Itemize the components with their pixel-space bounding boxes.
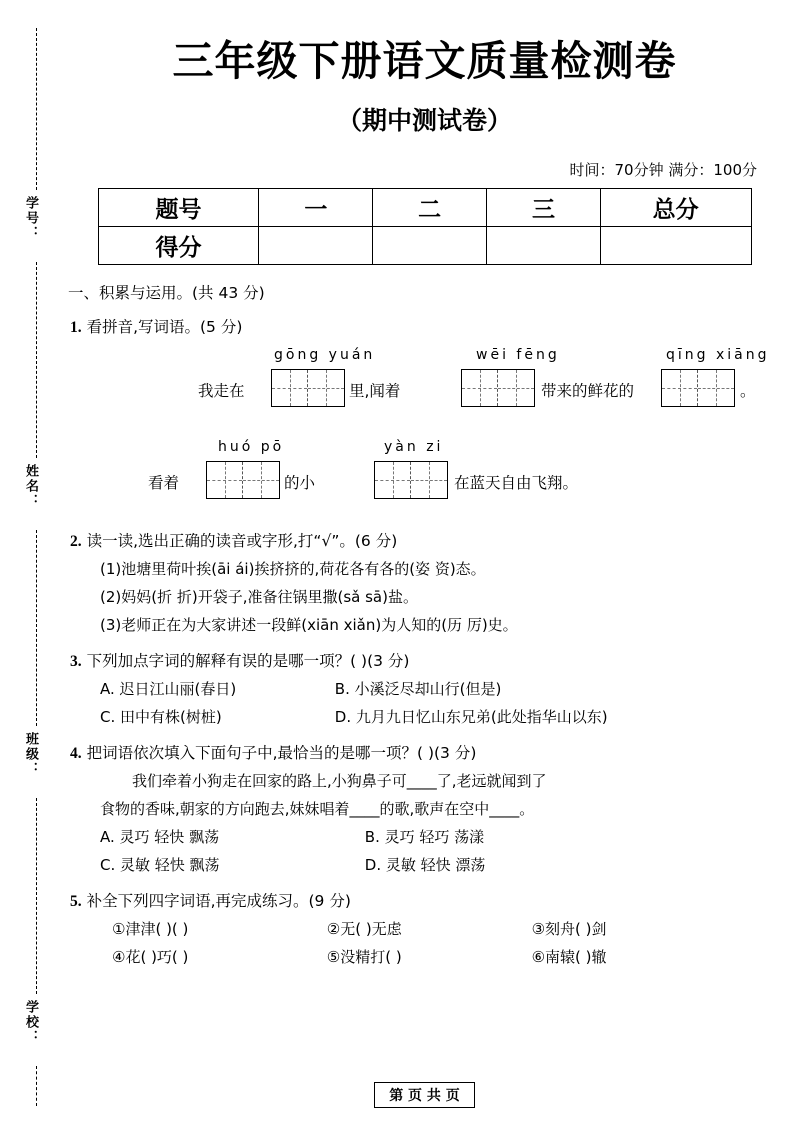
- table-row: [98, 227, 751, 265]
- question-5-row-1: [112, 918, 793, 939]
- question-4-option-a[interactable]: A. 灵巧 轻快 飘荡: [100, 828, 220, 846]
- dashed-line-4: [36, 798, 37, 994]
- dashed-line-1: [36, 28, 37, 190]
- question-1-line-2: [56, 439, 793, 515]
- question-3-option-d[interactable]: D. 九月九日忆山东兄弟(此处指华山以东): [334, 708, 608, 726]
- q1-line1-tail: 带来的鲜花的: [541, 382, 635, 400]
- question-4-number: 4.: [70, 745, 82, 762]
- question-5-number: 5.: [70, 893, 82, 910]
- question-1-number: 1.: [70, 319, 82, 336]
- grid-cell[interactable]: [243, 462, 279, 498]
- question-4-option-b[interactable]: B. 灵巧 轻巧 荡漾: [364, 828, 485, 846]
- pinyin-weifeng: wēi fēng: [476, 347, 560, 363]
- question-3-number: 3.: [70, 653, 82, 670]
- question-4-options-row-2: [100, 854, 793, 875]
- answer-grid-gongyuan[interactable]: [271, 369, 345, 407]
- exam-page: [56, 0, 793, 1122]
- margin-label-name: 姓名：: [24, 464, 39, 509]
- question-3-option-b[interactable]: B. 小溪泛尽却山行(但是): [334, 680, 502, 698]
- dashed-line-2: [36, 262, 37, 458]
- score-cell-1[interactable]: [259, 227, 373, 265]
- question-5-row-2: [112, 946, 793, 967]
- exam-meta: 时间：70分钟 满分：100分: [569, 161, 757, 179]
- question-3-option-a[interactable]: A. 迟日江山丽(春日): [100, 680, 237, 698]
- q1-line2-tail: 在蓝天自由飞翔。: [454, 474, 579, 492]
- question-4-stem-line-2: 食物的香味,朝家的方向跑去,妹妹唱着____的歌,歌声在空中____。: [100, 800, 535, 818]
- grid-cell[interactable]: [698, 370, 734, 406]
- page-subtitle: （期中测试卷）: [336, 106, 512, 135]
- margin-label-class: 班级：: [24, 732, 39, 777]
- question-5-item-5[interactable]: ⑤没精打( ): [326, 948, 402, 966]
- page-footer: [56, 1082, 793, 1108]
- question-5-item-6[interactable]: ⑥南辕( )辙: [531, 948, 607, 966]
- q1-line1-mid: 里,闻着: [349, 382, 401, 400]
- q1-line1-end: 。: [740, 382, 756, 400]
- page-number-label: 第 页 共 页: [374, 1082, 475, 1108]
- score-col-header-1: 一: [259, 189, 373, 227]
- score-cell-3[interactable]: [487, 227, 601, 265]
- question-5-prompt: [70, 889, 793, 911]
- question-1-text: 看拼音,写词语。(5 分): [86, 318, 243, 336]
- question-5-item-3[interactable]: ③刻舟( )剑: [531, 920, 607, 938]
- question-3-option-c[interactable]: C. 田中有株(树桩): [100, 708, 222, 726]
- dashed-line-3: [36, 530, 37, 726]
- q1-line2-lead: 看着: [148, 474, 180, 492]
- answer-grid-huopo[interactable]: [206, 461, 280, 499]
- margin-label-student-id: 学号：: [24, 196, 39, 241]
- question-5-item-2[interactable]: ②无( )无虑: [326, 920, 402, 938]
- answer-grid-weifeng[interactable]: [461, 369, 535, 407]
- dashed-line-5: [36, 1066, 37, 1106]
- question-2-number: 2.: [70, 533, 82, 550]
- grid-cell[interactable]: [375, 462, 411, 498]
- score-table: [98, 188, 752, 265]
- pinyin-yanzi: yàn zi: [384, 439, 444, 455]
- question-2-item-2[interactable]: (2)妈妈(折 折)开袋子,准备往锅里撒(sǎ sā)盐。: [100, 588, 418, 606]
- question-3-text: 下列加点字词的解释有误的是哪一项？( )(3 分): [86, 652, 410, 670]
- pinyin-huopo: huó pō: [218, 439, 285, 455]
- table-row: [98, 189, 751, 227]
- score-row-label-2: 得分: [98, 227, 259, 265]
- score-col-header-total: 总分: [600, 189, 751, 227]
- pinyin-gongyuan: gōng yuán: [274, 347, 376, 363]
- question-2-prompt: [70, 529, 793, 551]
- answer-grid-yanzi[interactable]: [374, 461, 448, 499]
- question-3-options-row-2: [100, 706, 793, 727]
- question-1-prompt: [70, 315, 793, 337]
- q1-line2-mid: 的小: [284, 474, 316, 492]
- margin-label-school: 学校：: [24, 1000, 39, 1045]
- question-4-prompt: [70, 741, 793, 763]
- question-4-option-c[interactable]: C. 灵敏 轻快 飘荡: [100, 856, 220, 874]
- grid-cell[interactable]: [411, 462, 447, 498]
- section-heading-1: 一、积累与运用。(共 43 分): [68, 284, 265, 302]
- question-2-text: 读一读,选出正确的读音或字形,打“√”。(6 分): [86, 532, 398, 550]
- grid-cell[interactable]: [207, 462, 243, 498]
- question-3-prompt: [70, 649, 793, 671]
- question-5-item-4[interactable]: ④花( )巧( ): [112, 948, 189, 966]
- grid-cell[interactable]: [462, 370, 498, 406]
- score-cell-total[interactable]: [600, 227, 751, 265]
- left-margin-strip: [0, 0, 56, 1122]
- answer-grid-qingxiang[interactable]: [661, 369, 735, 407]
- question-2-item-3[interactable]: (3)老师正在为大家讲述一段鲜(xiān xiǎn)为人知的(历 厉)史。: [100, 616, 518, 634]
- question-3-options-row-1: [100, 678, 793, 699]
- score-col-header-2: 二: [373, 189, 487, 227]
- pinyin-qingxiang: qīng xiāng: [666, 347, 770, 363]
- score-col-header-3: 三: [487, 189, 601, 227]
- grid-cell[interactable]: [498, 370, 534, 406]
- score-cell-2[interactable]: [373, 227, 487, 265]
- page-title: 三年级下册语文质量检测卷: [172, 37, 677, 85]
- score-row-label-1: 题号: [98, 189, 259, 227]
- grid-cell[interactable]: [308, 370, 344, 406]
- question-4-text: 把词语依次填入下面句子中,最恰当的是哪一项？( )(3 分): [86, 744, 477, 762]
- question-5-text: 补全下列四字词语,再完成练习。(9 分): [86, 892, 351, 910]
- question-4-option-d[interactable]: D. 灵敏 轻快 漂荡: [364, 856, 486, 874]
- question-4-options-row-1: [100, 826, 793, 847]
- q1-line1-lead: 我走在: [198, 382, 245, 400]
- question-1-line-1: [56, 347, 793, 423]
- question-2-item-1[interactable]: (1)池塘里荷叶挨(āi ái)挨挤挤的,荷花各有各的(姿 资)态。: [100, 560, 486, 578]
- grid-cell[interactable]: [662, 370, 698, 406]
- question-5-item-1[interactable]: ①津津( )( ): [112, 920, 189, 938]
- question-4-stem-line-1: 我们牵着小狗走在回家的路上,小狗鼻子可____了,老远就闻到了: [132, 772, 547, 790]
- grid-cell[interactable]: [272, 370, 308, 406]
